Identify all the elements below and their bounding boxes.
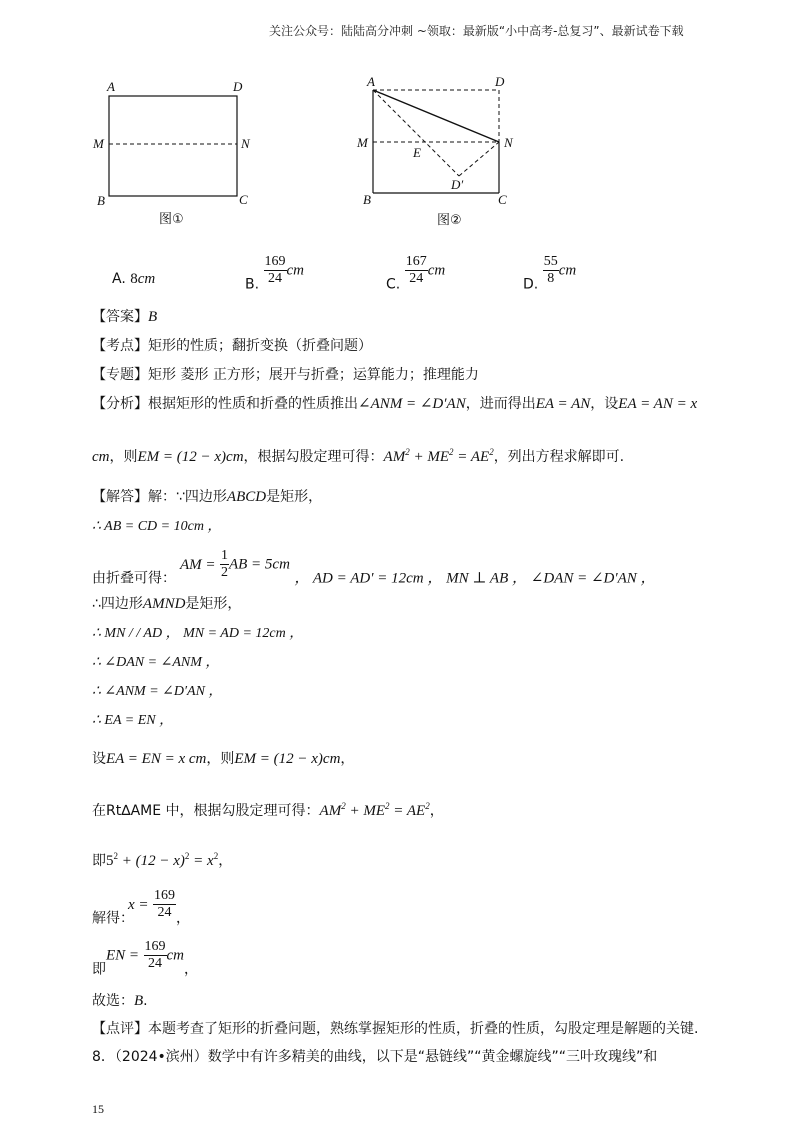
jieda-s9-math2: EM = (12 − x)cm bbox=[234, 751, 341, 767]
jieda-s14-text2: . bbox=[143, 993, 148, 1009]
jieda-s3-math2: AB = 5cm bbox=[228, 556, 290, 573]
dianping-label: 【点评】 bbox=[92, 1021, 148, 1037]
jieda-s12-text2: ， bbox=[175, 910, 190, 927]
jieda-s14-text: 故选： bbox=[92, 993, 134, 1009]
jieda-s11-text: 即 bbox=[92, 853, 106, 869]
kaodian-line bbox=[92, 335, 372, 355]
fig1-label-a: A bbox=[107, 79, 115, 94]
jieda-s12-text: 解得： bbox=[92, 910, 134, 927]
fenxi-equation: $AM^2 + ME^2 = AE^2$ bbox=[383, 447, 494, 465]
jieda-s10-text: 在Rt∆AME 中，根据勾股定理可得： bbox=[92, 803, 320, 819]
jieda-s11-equation: $5^2 + (12 - x)^2 = x^2$ bbox=[106, 851, 219, 869]
jieda-s9-text2: ，则 bbox=[206, 751, 235, 767]
option-b-num: 169 bbox=[264, 254, 286, 269]
jieda-s13-den: 24 bbox=[148, 956, 162, 971]
option-d bbox=[523, 254, 576, 293]
option-b bbox=[245, 254, 304, 293]
jieda-line-5: ∴ MN / / AD ， MN = AD = 12cm ， bbox=[92, 626, 304, 641]
jieda-s3-num: 1 bbox=[220, 548, 228, 563]
jieda-s3-text: 由折叠可得： bbox=[92, 570, 176, 587]
fenxi-label: 【分析】 bbox=[92, 396, 148, 412]
fig1-label-c: C bbox=[239, 192, 248, 207]
jieda-line-8: ∴ EA = EN ， bbox=[92, 713, 174, 728]
jieda-line-6: ∴ ∠DAN = ∠ANM ， bbox=[92, 655, 220, 670]
option-a-value: 8 bbox=[130, 271, 138, 287]
option-c bbox=[386, 254, 445, 293]
fenxi-line-2 bbox=[92, 446, 624, 466]
zhuanti-text: 矩形 菱形 正方形；展开与折叠；运算能力；推理能力 bbox=[148, 367, 479, 383]
jieda-s3-fraction bbox=[220, 548, 229, 581]
jieda-s9-text: 设 bbox=[92, 751, 106, 767]
jieda-line-7: ∴ ∠ANM = ∠D′AN ， bbox=[92, 684, 223, 699]
jieda-line-10 bbox=[92, 800, 444, 820]
next-question: 8．（2024•滨州）数学中有许多精美的曲线，以下是“悬链线”“黄金螺旋线”“三叶玫瑰线”和 bbox=[92, 1049, 658, 1065]
option-d-letter: D. bbox=[523, 276, 539, 293]
jieda-s3-math3: ， AD = AD′ = 12cm ， MN ⊥ AB ， ∠DAN = ∠D′AN ， bbox=[294, 570, 656, 587]
jieda-s1-text2: 是矩形， bbox=[266, 489, 323, 505]
page-number: 15 bbox=[92, 1102, 104, 1116]
zhuanti-label: 【专题】 bbox=[92, 367, 148, 383]
option-c-den: 24 bbox=[409, 271, 424, 286]
answer-value: B bbox=[148, 309, 158, 325]
option-c-num: 167 bbox=[405, 254, 427, 269]
jieda-s3-den: 2 bbox=[220, 565, 228, 580]
fig1-label-b: B bbox=[97, 193, 105, 208]
answer-label: 【答案】 bbox=[92, 309, 148, 325]
fig2-label-d: D bbox=[495, 74, 505, 89]
fenxi-math-1: ∠ANM = ∠D′AN bbox=[358, 396, 466, 412]
dianping-text: 本题考查了矩形的折叠问题，熟练掌握矩形的性质，折叠的性质，勾股定理是解题的关键. bbox=[148, 1021, 699, 1037]
fig2-caption: 图② bbox=[437, 213, 462, 228]
fenxi-text-5: ，根据勾股定理可得： bbox=[243, 449, 384, 465]
kaodian-label: 【考点】 bbox=[92, 338, 148, 354]
fenxi-math-2: EA = AN bbox=[535, 396, 591, 412]
option-a-unit: cm bbox=[137, 271, 156, 287]
jieda-line-3 bbox=[92, 548, 656, 588]
jieda-s4-text: ∴四边形 bbox=[92, 596, 143, 612]
dianping-line bbox=[92, 1018, 698, 1038]
jieda-s12-den: 24 bbox=[157, 905, 172, 920]
jieda-line-11 bbox=[92, 850, 232, 870]
option-a-letter: A. bbox=[112, 271, 126, 287]
option-c-fraction bbox=[405, 254, 428, 287]
jieda-line-12 bbox=[92, 888, 190, 928]
jieda-line-13 bbox=[92, 939, 198, 979]
jieda-s4-text2: 是矩形， bbox=[185, 596, 242, 612]
option-b-fraction bbox=[264, 254, 287, 287]
jieda-s9-math: EA = EN = x cm bbox=[106, 751, 207, 767]
option-d-den: 8 bbox=[547, 271, 555, 286]
jieda-s14-math: B bbox=[134, 993, 144, 1009]
fig2-label-a: A bbox=[367, 74, 375, 89]
jieda-s10-text2: ， bbox=[429, 803, 444, 819]
jieda-s4-math: AMND bbox=[142, 596, 186, 612]
jieda-s10-equation: $AM^2 + ME^2 = AE^2$ bbox=[319, 801, 430, 819]
jieda-s9-text3: ， bbox=[340, 751, 355, 767]
jieda-s12-num: 169 bbox=[153, 888, 175, 903]
option-a bbox=[112, 271, 155, 288]
fig1-caption: 图① bbox=[159, 212, 184, 227]
jieda-line-2: ∴ AB = CD = 10cm ， bbox=[92, 519, 222, 534]
jieda-s13-num: 169 bbox=[144, 939, 166, 954]
jieda-line-9 bbox=[92, 748, 354, 768]
jieda-label: 【解答】 bbox=[92, 489, 148, 505]
jieda-s1-text: 解：∵四边形 bbox=[148, 489, 227, 505]
option-d-unit: cm bbox=[558, 262, 577, 279]
jieda-s13-fraction bbox=[144, 939, 167, 972]
jieda-s13-text2: ， bbox=[184, 961, 198, 978]
fig2-label-n: N bbox=[504, 135, 513, 150]
jieda-s13-unit: cm bbox=[166, 947, 184, 964]
jieda-s1-math: ABCD bbox=[226, 489, 267, 505]
jieda-s3-math1: AM = bbox=[180, 556, 216, 573]
fig2-label-b: B bbox=[363, 192, 371, 207]
fenxi-text-6: ，列出方程求解即可. bbox=[493, 449, 625, 465]
jieda-line-4 bbox=[92, 593, 241, 613]
fenxi-text-3: ，设 bbox=[590, 396, 619, 412]
option-d-num: 55 bbox=[543, 254, 558, 269]
option-b-den: 24 bbox=[268, 271, 283, 286]
jieda-s12-fraction bbox=[153, 888, 176, 921]
fig2-label-m: M bbox=[357, 135, 368, 150]
fig1-label-m: M bbox=[93, 136, 104, 151]
fig2-label-e: E bbox=[413, 145, 421, 160]
option-c-letter: C. bbox=[386, 276, 401, 293]
fenxi-math-4: EM = (12 − x)cm bbox=[137, 449, 244, 465]
fenxi-text-1: 根据矩形的性质和折叠的性质推出 bbox=[148, 396, 358, 412]
jieda-s13-math: EN = bbox=[106, 947, 140, 964]
fig2-label-dprime: D′ bbox=[451, 177, 464, 192]
option-c-unit: cm bbox=[427, 262, 446, 279]
page-header: 关注公众号：陆陆高分冲刺 ~领取：最新版“小中高考-总复习”、最新试卷下载 bbox=[269, 24, 684, 38]
kaodian-text: 矩形的性质；翻折变换（折叠问题） bbox=[148, 338, 372, 354]
jieda-s11-text2: ， bbox=[218, 853, 233, 869]
figure-1 bbox=[85, 75, 275, 235]
answer-line bbox=[92, 306, 157, 326]
jieda-line-1 bbox=[92, 486, 322, 506]
jieda-line-14 bbox=[92, 990, 148, 1010]
figure-2 bbox=[355, 72, 535, 237]
fenxi-text-2: ，进而得出 bbox=[465, 396, 536, 412]
fenxi-unit: cm bbox=[92, 449, 110, 465]
option-b-letter: B. bbox=[245, 276, 260, 293]
fenxi-text-4: ，则 bbox=[109, 449, 138, 465]
jieda-s13-text: 即 bbox=[92, 961, 106, 978]
fenxi-line-1 bbox=[92, 393, 697, 413]
jieda-s12-math: x = bbox=[128, 896, 149, 913]
fig1-label-n: N bbox=[241, 136, 250, 151]
fenxi-math-3: EA = AN = x bbox=[618, 396, 698, 412]
fig1-label-d: D bbox=[233, 79, 243, 94]
fig2-label-c: C bbox=[498, 192, 507, 207]
option-d-fraction bbox=[543, 254, 559, 287]
option-b-unit: cm bbox=[286, 262, 305, 279]
zhuanti-line bbox=[92, 364, 479, 384]
